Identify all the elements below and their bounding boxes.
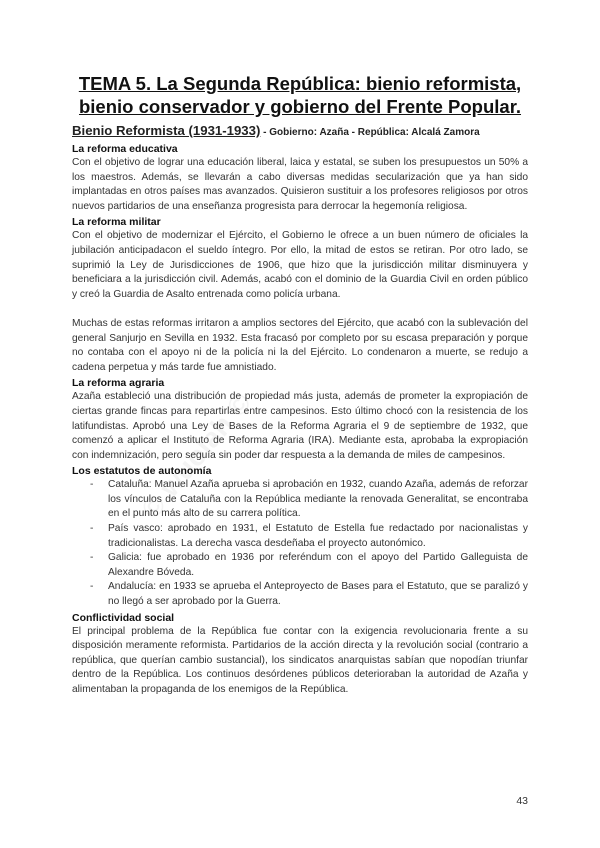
paragraph-reforma-educativa: Con el objetivo de lograr una educación liberal, laica y estatal, se suben los presupuestos un 50% a los maestros. Además, se llevarán a cabo diversas medidas secularización que ya han sido implantadas en otros países mas avanzados. Quisieron sustituir a los profesores religiosos por otros nuevos partidarios de una enseñanza progresista para derrocar la hegemonía religiosa. [72,157,528,212]
subtitle-rest: - Gobierno: Azaña - República: Alcalá Zamora [260,127,480,138]
paragraph-reforma-militar-2: Muchas de estas reformas irritaron a amplios sectores del Ejército, que acabó con la sublevación del general Sanjurjo en Sevilla en 1932. Esta fracasó por completo por su escasa preparación y porque no contaba con el apoyo ni de la policía ni la del Ejército. Lo condenaron a muerte, se redujo a cadena perpetua y más tarde fue amnistiado. [72,317,528,373]
heading-conflictividad: Conflictividad social [72,611,175,624]
paragraph-reforma-agraria: Azaña estableció una distribución de propiedad más justa, además de prometer la expropiación de ciertas grande fincas para repartirlas entre campesinos. Esto último chocó con la resistencia de los latifundistas. Aprobó una Ley de Bases de la Reforma Agraria el 9 de septiembre de 1932, que comenzó a aplicar el Instituto de Reforma Agraria (IRA). Mediante esta, aprobaba la expropiación con indemnización, pero seguía sin poder dar respuesta a la demanda de miles de campesinos. [72,391,528,461]
page-number: 43 [516,795,528,807]
paragraph-reforma-militar-1: Con el objetivo de modernizar el Ejército, el Gobierno le ofrece a un buen número de oficiales la jubilación anticipadacon el sueldo íntegro. Por ello, la mitad de estos se retiran. Por otro lado, se suprimió la Ley de Jurisdicciones de 1906, que hizo que la jurisdicción militar disminuyera y beneficiara a la jurisdicción civil. Además, acabó con el dominio de la Guardia Civil en orden público y creó la Guardia de Asalto entrenada como policía urbana. [72,230,528,300]
page-title: TEMA 5. La Segunda República: bienio reformista, bienio conservador y gobierno del Frente Popular. [78,73,522,117]
heading-reforma-agraria: La reforma agraria [72,377,165,390]
list-item-pais-vasco: - País vasco: aprobado en 1931, el Estatuto de Estella fue redactado por nacionalistas y tradicionalistas. La derecha vasca desdeñaba el proyecto autonómico. [108,522,528,551]
estatutos-list [72,478,528,609]
subtitle-main: Bienio Reformista (1931-1933) [72,123,261,138]
heading-reforma-militar: La reforma militar [72,216,161,229]
heading-reforma-educativa: La reforma educativa [72,143,178,155]
heading-estatutos: Los estatutos de autonomía [72,465,212,478]
list-item-cataluna: - Cataluña: Manuel Azaña aprueba si aprobación en 1932, cuando Azaña, además de reforzar los vínculos de Cataluña con la República mediante la renovada Generalitat, se encontraba en el punto más alto de su carrera política. [108,478,528,522]
list-item-andalucia: - Andalucía: en 1933 se aprueba el Anteproyecto de Bases para el Estatuto, que se paralizó y no llegó a ser aprobado por la Guerra. [108,580,528,609]
section-subtitle [72,123,528,141]
page-content [72,72,528,698]
list-item-galicia: - Galicia: fue aprobado en 1936 por referéndum con el apoyo del Partido Galleguista de Alexandre Bóveda. [108,551,528,580]
paragraph-conflictividad: El principal problema de la República fue contar con la exigencia revolucionaria frente a su disposición meramente reformista. Partidarios de la acción directa y la revolución social (contrario a república, que querían cambio sustancial), los sindicatos anarquistas sabían que nopodían triunfar dentro de la República. Los continuos desórdenes públicos deterioraban la autoridad de Azaña y alimentaban la propaganda de los enemigos de la República. [72,625,528,695]
